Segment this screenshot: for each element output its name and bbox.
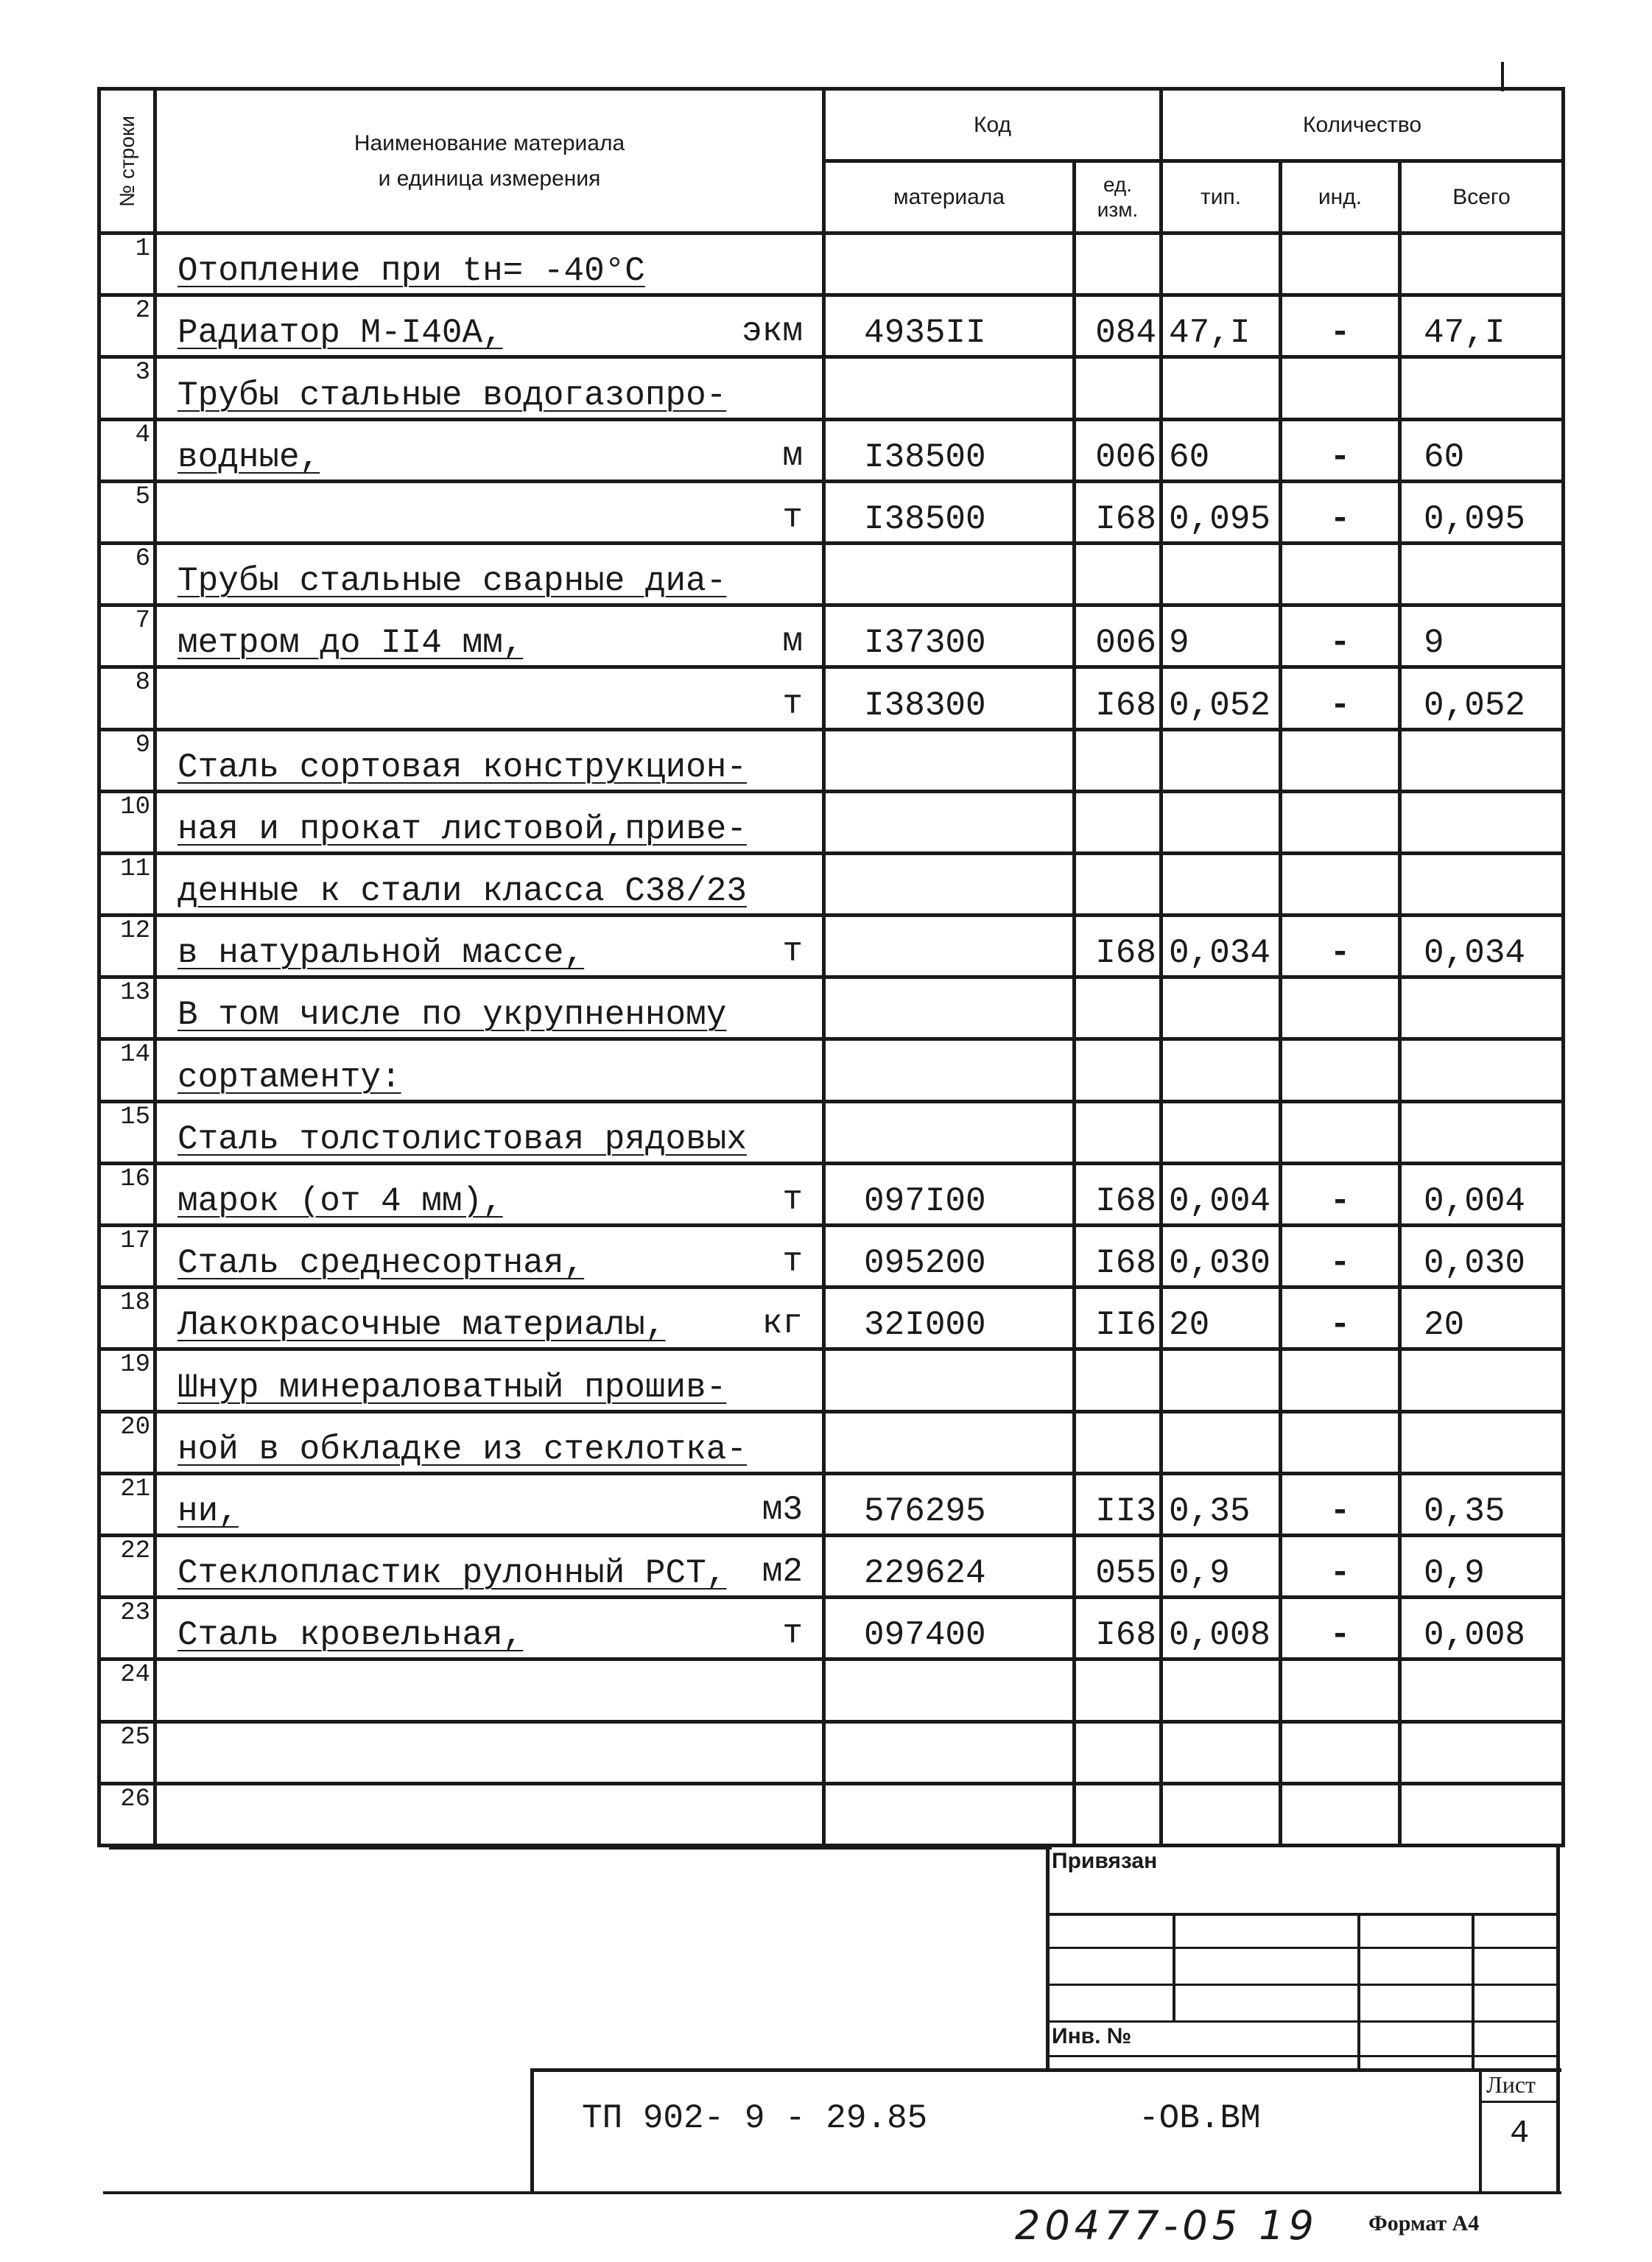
cell-unit-code (1075, 1411, 1161, 1473)
header-code-unit-line1: ед. (1103, 172, 1133, 196)
cell-material-name (155, 481, 824, 543)
cell-row-number: 24 (99, 1659, 155, 1721)
cell-material-code (824, 1411, 1075, 1473)
cell-qty-ind (1281, 729, 1400, 791)
cell-unit-code (1075, 233, 1161, 295)
cell-row-number: 11 (99, 853, 155, 915)
cell-qty-all (1400, 233, 1564, 295)
cell-unit-code: 006 (1075, 605, 1161, 667)
cell-qty-all (1400, 1101, 1564, 1163)
cell-unit-code: I68 (1075, 1163, 1161, 1225)
cell-qty-ind: - (1281, 419, 1400, 481)
cell-material-name (155, 667, 824, 729)
cell-unit-code (1075, 729, 1161, 791)
cell-qty-tip: 20 (1161, 1288, 1281, 1349)
header-row-number: № строки (99, 89, 155, 233)
cell-row-number: 17 (99, 1226, 155, 1288)
cell-unit-code: I68 (1075, 1598, 1161, 1659)
cell-material-name (155, 605, 824, 667)
cell-row-number: 26 (99, 1783, 155, 1845)
header-code-material: материала (824, 161, 1075, 233)
cell-material-name (155, 1598, 824, 1659)
cell-material-name (155, 1288, 824, 1349)
cell-material-code: 097I00 (824, 1163, 1075, 1225)
cell-qty-ind: - (1281, 1535, 1400, 1597)
table-row (99, 1411, 1564, 1473)
cell-qty-tip: 0,008 (1161, 1598, 1281, 1659)
cell-row-number: 3 (99, 357, 155, 419)
cell-qty-ind: - (1281, 916, 1400, 977)
cell-material-code: I38500 (824, 419, 1075, 481)
cell-qty-tip (1161, 543, 1281, 605)
cell-qty-all (1400, 357, 1564, 419)
cell-material-code (824, 1349, 1075, 1411)
material-name-text: В том числе по укрупненному (177, 996, 727, 1035)
cell-qty-tip: 0,034 (1161, 916, 1281, 977)
table-row (99, 729, 1564, 791)
cell-row-number: 19 (99, 1349, 155, 1411)
material-name-text: ной в обкладке из стеклотка- (177, 1430, 747, 1469)
header-quantity-group: Количество (1161, 89, 1564, 161)
cell-qty-ind (1281, 1101, 1400, 1163)
cell-material-name (155, 1226, 824, 1288)
cell-row-number: 5 (99, 481, 155, 543)
cell-qty-ind (1281, 1039, 1400, 1101)
cell-qty-all: 9 (1400, 605, 1564, 667)
cell-material-name (155, 1473, 824, 1535)
cell-material-name (155, 1039, 824, 1101)
cell-material-name (155, 1349, 824, 1411)
material-unit: экм (742, 312, 803, 351)
cell-row-number: 8 (99, 667, 155, 729)
cell-qty-tip: 0,030 (1161, 1226, 1281, 1288)
table-row (99, 1039, 1564, 1101)
cell-unit-code: I68 (1075, 1226, 1161, 1288)
table-row (99, 1473, 1564, 1535)
cell-qty-ind (1281, 1783, 1400, 1845)
cell-qty-all: 0,9 (1400, 1535, 1564, 1597)
cell-qty-tip: 0,9 (1161, 1535, 1281, 1597)
table-row (99, 481, 1564, 543)
cell-qty-all: 0,095 (1400, 481, 1564, 543)
cell-qty-tip (1161, 1039, 1281, 1101)
cell-qty-all: 0,034 (1400, 916, 1564, 977)
cell-unit-code (1075, 543, 1161, 605)
cell-qty-tip (1161, 233, 1281, 295)
cell-material-name (155, 729, 824, 791)
cell-material-code (824, 357, 1075, 419)
table-row (99, 1288, 1564, 1349)
cell-qty-all (1400, 1039, 1564, 1101)
cell-row-number: 6 (99, 543, 155, 605)
cell-qty-tip: 0,052 (1161, 667, 1281, 729)
cell-qty-tip (1161, 1411, 1281, 1473)
cell-material-code: I38500 (824, 481, 1075, 543)
sheet-number: 4 (1510, 2115, 1530, 2152)
table-row (99, 916, 1564, 977)
cell-material-name (155, 295, 824, 357)
document-suffix: -ОВ.ВМ (1139, 2099, 1261, 2138)
table-row (99, 667, 1564, 729)
material-unit: т (782, 932, 803, 972)
material-name-text: Сталь кровельная, (177, 1616, 524, 1655)
table-row (99, 1349, 1564, 1411)
cell-qty-all (1400, 729, 1564, 791)
cell-row-number: 9 (99, 729, 155, 791)
header-material-name (155, 89, 824, 233)
header-code-unit (1075, 161, 1161, 233)
header-name-line1: Наименование материала (354, 130, 625, 155)
material-unit: т (782, 1615, 803, 1654)
material-name-text: Трубы стальные водогазопро- (177, 376, 727, 415)
table-row (99, 605, 1564, 667)
material-name-text: Трубы стальные сварные диа- (177, 562, 727, 601)
material-name-text: ная и прокат листовой,приве- (177, 809, 747, 849)
table-row (99, 295, 1564, 357)
cell-qty-all (1400, 543, 1564, 605)
material-name-text: водные, (177, 438, 320, 477)
table-row (99, 1163, 1564, 1225)
cell-material-code (824, 853, 1075, 915)
cell-row-number: 10 (99, 791, 155, 853)
cell-qty-ind (1281, 791, 1400, 853)
cell-qty-tip: 9 (1161, 605, 1281, 667)
table-row (99, 791, 1564, 853)
cell-qty-tip (1161, 853, 1281, 915)
material-name-text: Шнур минераловатный прошив- (177, 1368, 727, 1407)
cell-qty-tip: 60 (1161, 419, 1281, 481)
cell-unit-code (1075, 1783, 1161, 1845)
cell-qty-ind: - (1281, 1473, 1400, 1535)
cell-material-name (155, 916, 824, 977)
cell-material-code (824, 1659, 1075, 1721)
material-unit: т (782, 498, 803, 537)
cell-qty-ind (1281, 357, 1400, 419)
cell-qty-tip (1161, 357, 1281, 419)
cell-material-code (824, 1783, 1075, 1845)
cell-qty-ind: - (1281, 1226, 1400, 1288)
header-qty-tip: тип. (1161, 161, 1281, 233)
table-row (99, 543, 1564, 605)
cell-row-number: 13 (99, 977, 155, 1039)
material-name-text: Радиатор М-I40А, (177, 314, 503, 353)
cell-qty-all (1400, 1349, 1564, 1411)
cell-qty-all: 0,008 (1400, 1598, 1564, 1659)
material-unit: м3 (762, 1490, 803, 1529)
material-unit: м (782, 622, 803, 661)
cell-unit-code: 006 (1075, 419, 1161, 481)
table-row (99, 1535, 1564, 1597)
cell-material-name (155, 1163, 824, 1225)
cell-unit-code (1075, 1101, 1161, 1163)
cell-row-number: 4 (99, 419, 155, 481)
cell-row-number: 2 (99, 295, 155, 357)
cell-qty-ind: - (1281, 1598, 1400, 1659)
format-label: Формат А4 (1368, 2211, 1480, 2235)
cell-qty-all: 0,030 (1400, 1226, 1564, 1288)
cell-qty-ind: - (1281, 295, 1400, 357)
cell-qty-tip (1161, 729, 1281, 791)
table-row (99, 1721, 1564, 1783)
table-row (99, 1598, 1564, 1659)
cell-qty-all (1400, 791, 1564, 853)
material-name-text: Отопление при tн= -40°С (177, 252, 645, 291)
cell-material-name (155, 853, 824, 915)
material-unit: т (782, 1181, 803, 1219)
cell-qty-tip (1161, 791, 1281, 853)
cell-qty-tip (1161, 1721, 1281, 1783)
inv-number-label: Инв. № (1052, 2024, 1132, 2048)
material-name-text: ни, (177, 1492, 239, 1531)
material-unit: кг (762, 1304, 803, 1343)
material-unit: м2 (762, 1553, 803, 1592)
cell-material-name (155, 1101, 824, 1163)
cell-unit-code: II3 (1075, 1473, 1161, 1535)
cell-qty-ind (1281, 1721, 1400, 1783)
cell-material-code (824, 233, 1075, 295)
cell-qty-all (1400, 977, 1564, 1039)
cell-qty-tip (1161, 1349, 1281, 1411)
material-name-text: Лакокрасочные материалы, (177, 1306, 666, 1345)
cell-row-number: 23 (99, 1598, 155, 1659)
cell-qty-all (1400, 1783, 1564, 1845)
material-name-text: Стеклопластик рулонный РСТ, (177, 1554, 727, 1593)
cell-unit-code (1075, 1659, 1161, 1721)
cell-qty-tip (1161, 1659, 1281, 1721)
cell-qty-ind (1281, 1659, 1400, 1721)
cell-material-code: I38300 (824, 667, 1075, 729)
cell-unit-code: 055 (1075, 1535, 1161, 1597)
cell-unit-code: I68 (1075, 667, 1161, 729)
cell-material-code (824, 1101, 1075, 1163)
cell-material-code (824, 791, 1075, 853)
cell-qty-tip: 47,I (1161, 295, 1281, 357)
cell-qty-tip (1161, 977, 1281, 1039)
cell-unit-code (1075, 977, 1161, 1039)
table-row (99, 1226, 1564, 1288)
cell-material-name (155, 543, 824, 605)
table-row (99, 357, 1564, 419)
cell-material-name (155, 1659, 824, 1721)
cell-row-number: 15 (99, 1101, 155, 1163)
cell-qty-ind (1281, 1349, 1400, 1411)
cell-material-name (155, 791, 824, 853)
cell-unit-code (1075, 357, 1161, 419)
cell-material-code (824, 1039, 1075, 1101)
cell-unit-code: II6 (1075, 1288, 1161, 1349)
cell-material-code: 576295 (824, 1473, 1075, 1535)
table-row (99, 233, 1564, 295)
material-name-text: в натуральной массе, (177, 934, 585, 973)
cell-qty-ind (1281, 543, 1400, 605)
cell-material-name (155, 1535, 824, 1597)
table-row (99, 1101, 1564, 1163)
cell-material-name (155, 1411, 824, 1473)
cell-qty-ind: - (1281, 667, 1400, 729)
cell-row-number: 18 (99, 1288, 155, 1349)
cell-material-code (824, 543, 1075, 605)
cell-qty-all: 0,052 (1400, 667, 1564, 729)
cell-qty-ind: - (1281, 481, 1400, 543)
cell-qty-all: 60 (1400, 419, 1564, 481)
cell-qty-tip: 0,004 (1161, 1163, 1281, 1225)
cell-qty-all (1400, 1659, 1564, 1721)
cell-material-code: I37300 (824, 605, 1075, 667)
material-unit: м (782, 436, 803, 475)
material-name-text: сортаменту: (177, 1058, 401, 1097)
sheet-label: Лист (1486, 2071, 1536, 2098)
cell-qty-all: 47,I (1400, 295, 1564, 357)
cell-qty-ind (1281, 853, 1400, 915)
cell-material-code (824, 977, 1075, 1039)
cell-qty-ind (1281, 233, 1400, 295)
material-unit: т (782, 684, 803, 723)
archive-number: 20477-05 19 (1015, 2202, 1318, 2249)
cell-qty-ind: - (1281, 1288, 1400, 1349)
cell-qty-all (1400, 853, 1564, 915)
cell-unit-code (1075, 1039, 1161, 1101)
cell-row-number: 25 (99, 1721, 155, 1783)
cell-material-name (155, 357, 824, 419)
cell-material-name (155, 977, 824, 1039)
cell-material-code: 097400 (824, 1598, 1075, 1659)
cell-qty-tip: 0,095 (1161, 481, 1281, 543)
cell-unit-code (1075, 853, 1161, 915)
cell-material-name (155, 419, 824, 481)
document-code: ТП 902- 9 - 29.85 (582, 2099, 928, 2138)
material-name-text: денные к стали класса С38/23 (177, 872, 747, 911)
table-row (99, 1783, 1564, 1845)
cell-row-number: 1 (99, 233, 155, 295)
cell-unit-code (1075, 791, 1161, 853)
cell-qty-all (1400, 1721, 1564, 1783)
material-name-text: марок (от 4 мм), (177, 1182, 503, 1220)
table-row (99, 419, 1564, 481)
cell-row-number: 12 (99, 916, 155, 977)
header-name-line2: и единица измерения (378, 166, 601, 191)
cell-material-code: 095200 (824, 1226, 1075, 1288)
cell-material-name (155, 233, 824, 295)
cell-qty-ind: - (1281, 1163, 1400, 1225)
cell-material-code (824, 729, 1075, 791)
cell-material-code (824, 1721, 1075, 1783)
cell-qty-tip: 0,35 (1161, 1473, 1281, 1535)
cell-material-code: 4935II (824, 295, 1075, 357)
material-name-text: Сталь среднесортная, (177, 1244, 585, 1283)
cell-material-name (155, 1783, 824, 1845)
materials-table (97, 87, 1565, 1847)
cell-row-number: 14 (99, 1039, 155, 1101)
table-row (99, 1659, 1564, 1721)
cell-qty-ind: - (1281, 605, 1400, 667)
cell-material-code (824, 916, 1075, 977)
cell-unit-code: I68 (1075, 481, 1161, 543)
material-name-text: Сталь толстолистовая рядовых (177, 1120, 747, 1159)
cell-unit-code: I68 (1075, 916, 1161, 977)
cell-qty-tip (1161, 1783, 1281, 1845)
cell-material-name (155, 1721, 824, 1783)
header-code-group: Код (824, 89, 1161, 161)
header-code-unit-line2: изм. (1097, 197, 1139, 221)
cell-qty-all (1400, 1411, 1564, 1473)
table-row (99, 977, 1564, 1039)
cell-row-number: 7 (99, 605, 155, 667)
cell-unit-code (1075, 1721, 1161, 1783)
cell-unit-code: 084 (1075, 295, 1161, 357)
cell-qty-all: 0,35 (1400, 1473, 1564, 1535)
cell-qty-tip (1161, 1101, 1281, 1163)
material-name-text: метром до II4 мм, (177, 624, 524, 663)
privyazan-label: Привязан (1052, 1849, 1158, 1873)
cell-qty-ind (1281, 1411, 1400, 1473)
material-unit: т (782, 1243, 803, 1282)
cell-qty-ind (1281, 977, 1400, 1039)
cell-material-code: 32I000 (824, 1288, 1075, 1349)
cell-row-number: 22 (99, 1535, 155, 1597)
cell-qty-all: 20 (1400, 1288, 1564, 1349)
cell-unit-code (1075, 1349, 1161, 1411)
cell-qty-all: 0,004 (1400, 1163, 1564, 1225)
table-row (99, 853, 1564, 915)
header-qty-all: Всего (1400, 161, 1564, 233)
cell-material-code: 229624 (824, 1535, 1075, 1597)
header-qty-ind: инд. (1281, 161, 1400, 233)
cell-row-number: 20 (99, 1411, 155, 1473)
cell-row-number: 16 (99, 1163, 155, 1225)
cell-row-number: 21 (99, 1473, 155, 1535)
material-name-text: Сталь сортовая конструкцион- (177, 748, 747, 787)
